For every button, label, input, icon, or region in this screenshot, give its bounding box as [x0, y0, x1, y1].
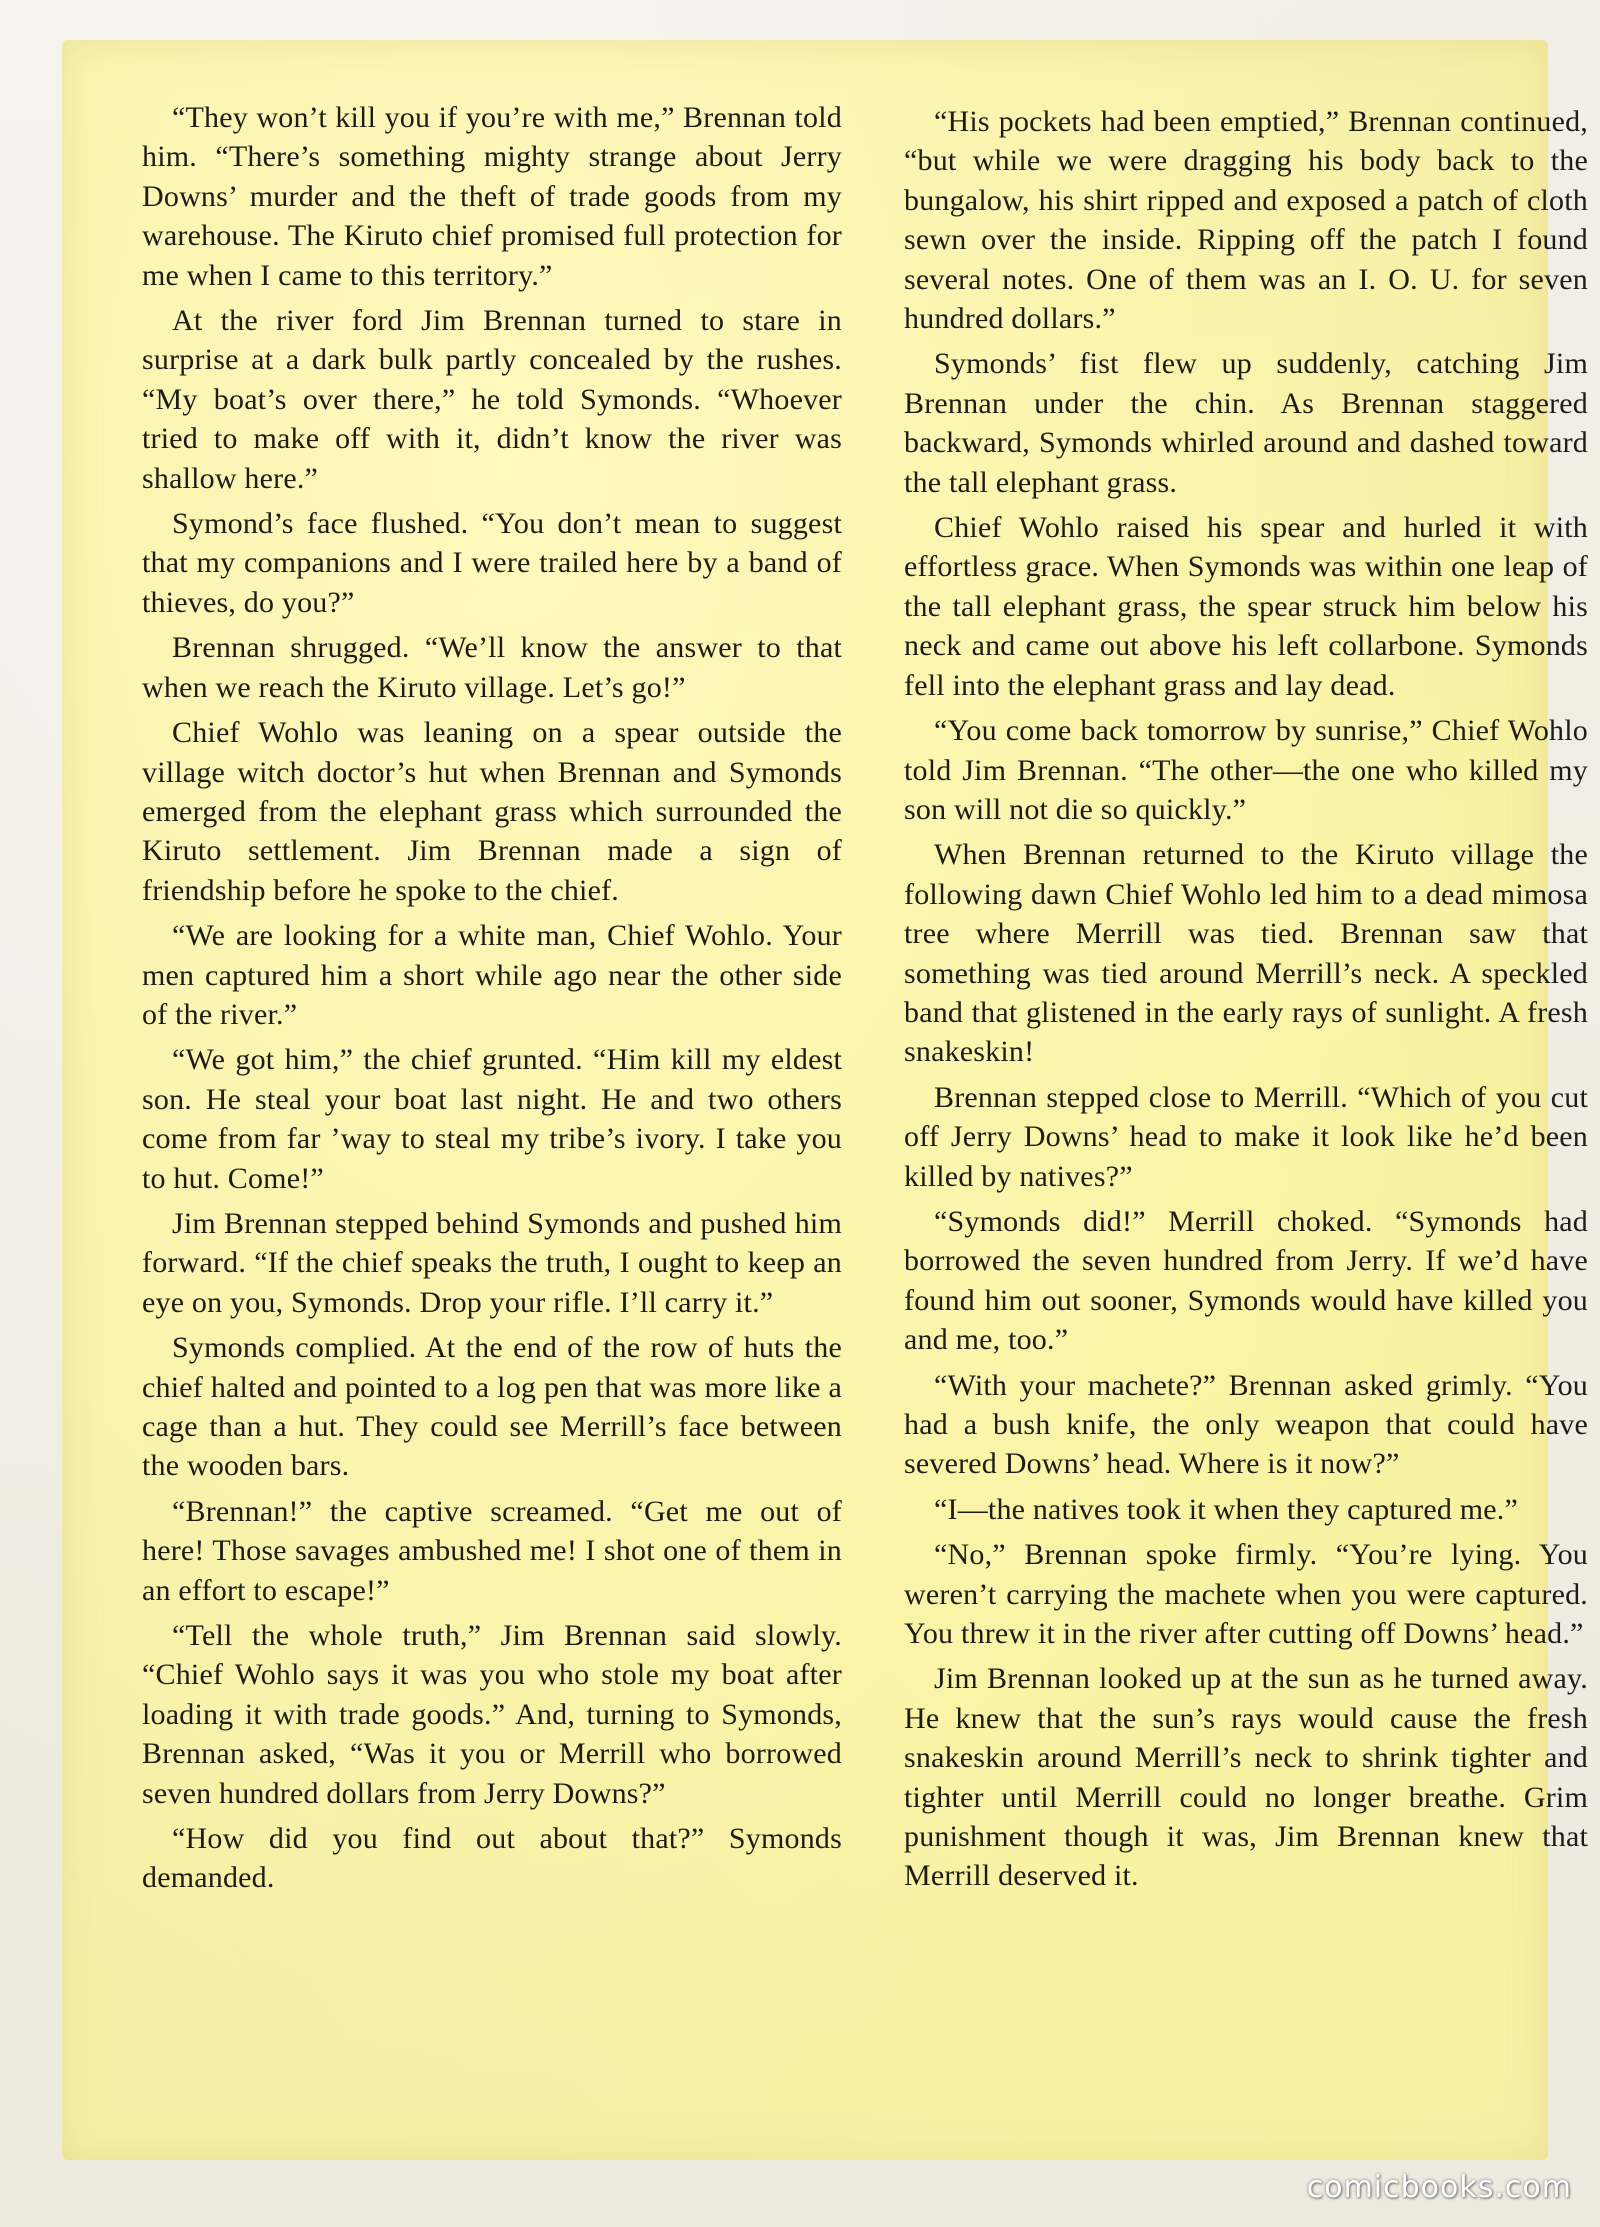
paragraph: Brennan stepped close to Merrill. “Which of you cut off Jerry Downs’ head to make it look like he’d been killed by natives?”: [904, 1080, 1588, 1193]
left-text-column: [142, 98, 842, 1904]
paragraph: “With your machete?” Brennan asked grimly. “You had a bush knife, the only weapon that could have severed Downs’ head. Where is it now?”: [904, 1368, 1588, 1481]
paragraph: Chief Wohlo raised his spear and hurled it with effortless grace. When Symonds was within one leap of the tall elephant grass, the spear struck him below his neck and came out above his left collarbone. Symonds fell into the elephant grass and lay dead.: [904, 511, 1588, 702]
paragraph: Brennan shrugged. “We’ll know the answer to that when we reach the Kiruto village. Let’s go!”: [142, 631, 842, 704]
paragraph: “His pockets had been emptied,” Brennan continued, “but while we were dragging his body back to the bungalow, his shirt ripped and exposed a patch of cloth sewn over the inside. Ripping off the patch I found several notes. One of them was an I. O. U. for seven hundred dollars.”: [904, 105, 1588, 336]
paragraph: When Brennan returned to the Kiruto village the following dawn Chief Wohlo led him to a dead mimosa tree where Merrill was tied. Brennan saw that something was tied around Merrill’s neck. A speckled band that glistened in the early rays of sunlight. A fresh snakeskin!: [904, 838, 1588, 1069]
paragraph: Symond’s face flushed. “You don’t mean to suggest that my companions and I were trailed here by a band of thieves, do you?”: [142, 507, 842, 619]
paragraph: “They won’t kill you if you’re with me,” Brennan told him. “There’s something mighty strange about Jerry Downs’ murder and the theft of trade goods from my warehouse. The Kiruto chief promised full protection for me when I came to this territory.”: [142, 101, 842, 292]
site-watermark: comicbooks.com: [1306, 2170, 1572, 2205]
text-panel: [62, 40, 1588, 2160]
paragraph: Symonds’ fist flew up suddenly, catching Jim Brennan under the chin. As Brennan staggered backward, Symonds whirled around and dashed toward the tall elephant grass.: [904, 347, 1588, 499]
paragraph: “You come back tomorrow by sunrise,” Chief Wohlo told Jim Brennan. “The other—the one who killed my son will not die so quickly.”: [904, 714, 1588, 826]
paragraph: “Symonds did!” Merrill choked. “Symonds had borrowed the seven hundred from Jerry. If we’d have found him out sooner, Symonds would have killed you and me, too.”: [904, 1204, 1588, 1357]
right-text-column: [904, 102, 1588, 1902]
paragraph: “How did you find out about that?” Symonds demanded.: [142, 1822, 842, 1895]
paragraph: “No,” Brennan spoke firmly. “You’re lying. You weren’t carrying the machete when you were captured. You threw it in the river after cutting off Downs’ head.”: [904, 1538, 1588, 1651]
paragraph: “I—the natives took it when they captured me.”: [934, 1492, 1519, 1526]
paragraph: “We got him,” the chief grunted. “Him kill my eldest son. He steal your boat last night. He and two others come from far ’way to steal my tribe’s ivory. I take you to hut. Come!”: [142, 1043, 842, 1195]
paragraph: “We are looking for a white man, Chief Wohlo. Your men captured him a short while ago near the other side of the river.”: [142, 919, 842, 1031]
paragraph: At the river ford Jim Brennan turned to stare in surprise at a dark bulk partly concealed by the rushes. “My boat’s over there,” he told Symonds. “Whoever tried to make off with it, didn’t know the river was shallow here.”: [142, 304, 842, 495]
paragraph: Jim Brennan looked up at the sun as he turned away. He knew that the sun’s rays would cause the fresh snakeskin around Merrill’s neck to shrink tighter and tighter until Merrill could no longer breathe. Grim punishment though it was, Jim Brennan knew that Merrill deserved it.: [904, 1662, 1588, 1893]
paragraph: “Brennan!” the captive screamed. “Get me out of here! Those savages ambushed me! I shot one of them in an effort to escape!”: [142, 1494, 842, 1607]
paragraph: Symonds complied. At the end of the row of huts the chief halted and pointed to a log pen that was more like a cage than a hut. They could see Merrill’s face between the wooden bars.: [142, 1331, 842, 1483]
paragraph: Chief Wohlo was leaning on a spear outside the village witch doctor’s hut when Brennan and Symonds emerged from the elephant grass which surrounded the Kiruto settlement. Jim Brennan made a sign of friendship before he spoke to the chief.: [142, 716, 842, 907]
paragraph: Jim Brennan stepped behind Symonds and pushed him forward. “If the chief speaks the truth, I ought to keep an eye on you, Symonds. Drop your rifle. I’ll carry it.”: [142, 1206, 842, 1319]
paragraph: “Tell the whole truth,” Jim Brennan said slowly. “Chief Wohlo says it was you who stole my boat after loading it with trade goods.” And, turning to Symonds, Brennan asked, “Was it you or Merrill who borrowed seven hundred dollars from Jerry Downs?”: [142, 1619, 842, 1810]
